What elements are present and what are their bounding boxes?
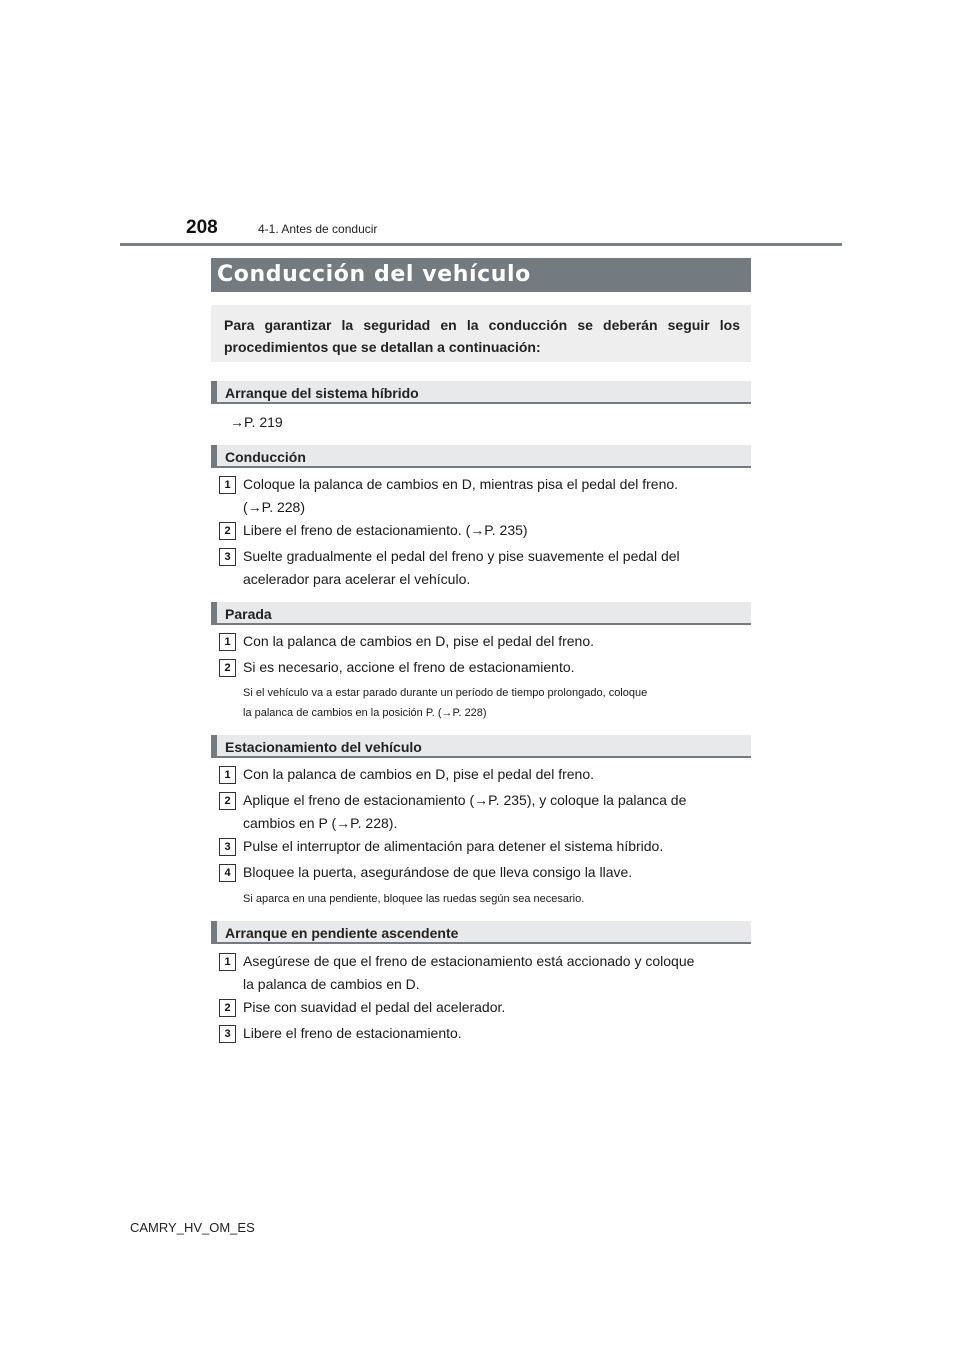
- page-number: 208: [186, 217, 218, 238]
- step-text-line: Pulse el interruptor de alimentación para detener el sistema híbrido.: [243, 838, 664, 854]
- step-number-badge: 1: [219, 766, 236, 784]
- step-number-badge: 3: [219, 548, 236, 566]
- section-heading-estacionamiento: [211, 735, 751, 758]
- step-number-badge: 3: [219, 1025, 236, 1043]
- step-text-line: la palanca de cambios en D.: [243, 976, 420, 992]
- section-heading-label: Estacionamiento del vehículo: [225, 739, 422, 755]
- step-number-badge: 1: [219, 953, 236, 971]
- step-text-line: cambios en P (→P. 228).: [243, 815, 398, 831]
- step-text-line: Suelte gradualmente el pedal del freno y pise suavemente el pedal del: [243, 548, 680, 564]
- section-heading-label: Conducción: [225, 449, 306, 465]
- step-text-line: Libere el freno de estacionamiento.: [243, 1025, 462, 1041]
- page-reference-link: →P. 219: [230, 414, 283, 430]
- step-number-badge: 1: [219, 476, 236, 494]
- section-heading-label: Arranque del sistema híbrido: [225, 385, 419, 401]
- step-number-badge: 2: [219, 999, 236, 1017]
- step-number-badge: 3: [219, 838, 236, 856]
- step-text-line: (→P. 228): [243, 499, 305, 515]
- note-text: Si aparca en una pendiente, bloquee las ruedas según sea necesario.: [243, 893, 585, 905]
- step-text-line: Aplique el freno de estacionamiento (→P. 235), y coloque la palanca de: [243, 792, 687, 808]
- step-number-badge: 4: [219, 864, 236, 882]
- step-text-line: Con la palanca de cambios en D, pise el pedal del freno.: [243, 633, 594, 649]
- section-heading-label: Parada: [225, 606, 272, 622]
- step-text-line: Coloque la palanca de cambios en D, mientras pisa el pedal del freno.: [243, 476, 679, 492]
- step-number-badge: 1: [219, 633, 236, 651]
- intro-text: Para garantizar la seguridad en la conducción se deberán seguir los procedimientos que se detallan a continuación:: [224, 317, 740, 355]
- step-text-line: Con la palanca de cambios en D, pise el pedal del freno.: [243, 766, 594, 782]
- section-heading-pendiente: [211, 921, 751, 944]
- step-text-line: Libere el freno de estacionamiento. (→P. 235): [243, 522, 528, 538]
- step-text-line: Si es necesario, accione el freno de estacionamiento.: [243, 659, 575, 675]
- note-text: Si el vehículo va a estar parado durante un período de tiempo prolongado, coloque: [243, 687, 648, 699]
- header-divider: [120, 243, 842, 246]
- step-text-line: acelerador para acelerar el vehículo.: [243, 571, 471, 587]
- section-heading-parada: [211, 602, 751, 625]
- section-heading-label: Arranque en pendiente ascendente: [225, 925, 459, 941]
- page-title-bar: [211, 258, 751, 292]
- section-heading-arranque: [211, 381, 751, 404]
- step-number-badge: 2: [219, 659, 236, 677]
- intro-box: [211, 305, 751, 362]
- document-code-footer: CAMRY_HV_OM_ES: [130, 1220, 255, 1235]
- page-title: Conducción del vehículo: [217, 262, 531, 287]
- step-text-line: Bloquee la puerta, asegurándose de que lleva consigo la llave.: [243, 864, 633, 880]
- step-text-line: Pise con suavidad el pedal del acelerador.: [243, 999, 506, 1015]
- step-number-badge: 2: [219, 792, 236, 810]
- step-number-badge: 2: [219, 522, 236, 540]
- note-text: la palanca de cambios en la posición P. (→P. 228): [243, 707, 487, 719]
- step-text-line: Asegúrese de que el freno de estacionamiento está accionado y coloque: [243, 953, 695, 969]
- section-heading-conduccion: [211, 445, 751, 468]
- section-reference: 4-1. Antes de conducir: [258, 222, 378, 236]
